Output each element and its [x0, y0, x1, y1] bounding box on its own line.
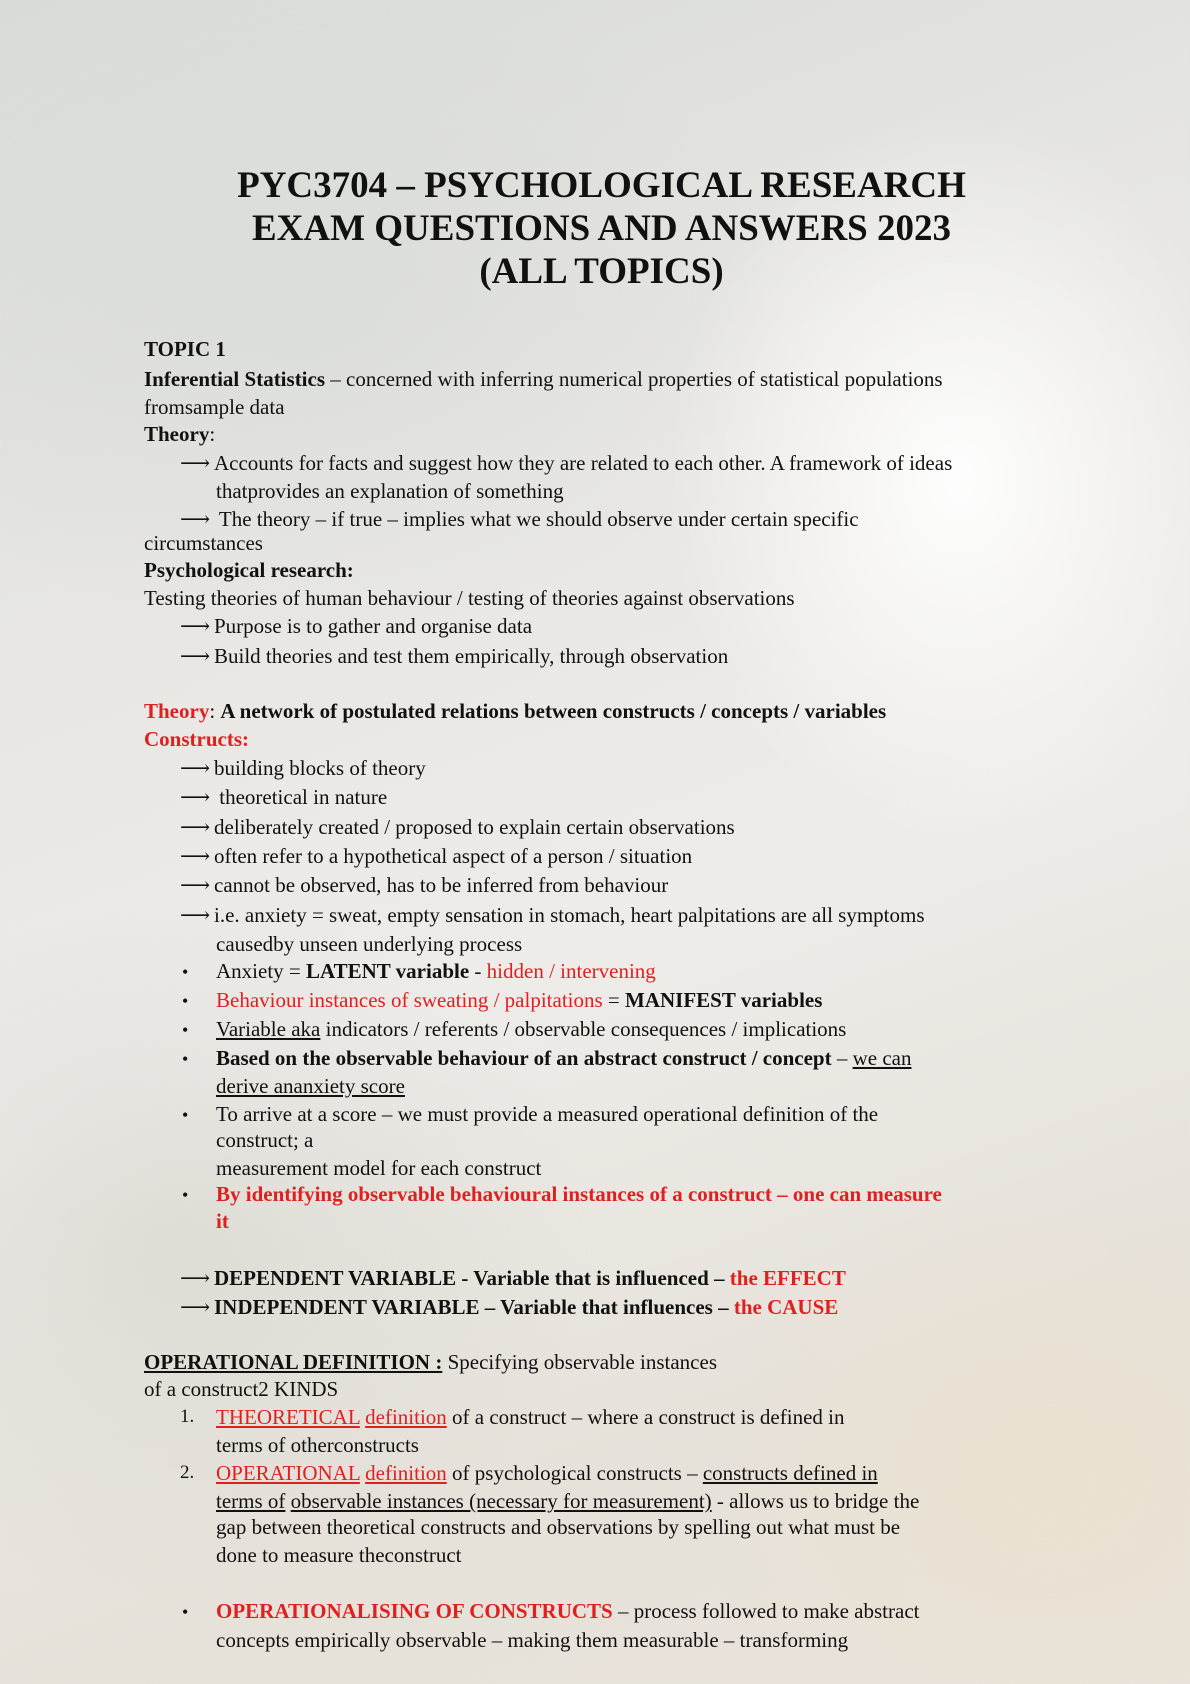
bullet-icon: •	[182, 991, 189, 1011]
bullet-score-l3: measurement model for each construct	[216, 1156, 542, 1180]
operational-definition-line-2: of a construct2 KINDS	[144, 1377, 339, 1401]
arrow-icon: ⟶	[180, 756, 211, 780]
psych-research-arrow-1	[180, 613, 532, 639]
theory-heading-line	[144, 421, 215, 447]
bullet-manifest-a: Behaviour instances of sweating / palpitations	[216, 988, 603, 1012]
theoretical-label: THEORETICAL	[216, 1405, 360, 1429]
bullet-score-l2: construct; a	[216, 1128, 314, 1152]
arrow-icon: ⟶	[180, 1295, 211, 1319]
theoretical-definition-cont: terms of otherconstructs	[216, 1433, 419, 1457]
psych-research-arrow-2-text: Build theories and test them empirically, through observation	[214, 644, 729, 668]
operational-definition-heading: OPERATIONAL DEFINITION :	[144, 1350, 443, 1374]
bullet-score-l1: To arrive at a score – we must provide a measured operational definition of the	[216, 1102, 879, 1126]
bullet-latent-d: hidden / intervening	[486, 959, 656, 983]
bullet-identify-l1: By identifying observable behavioural instances of a construct – one can measure	[216, 1182, 942, 1206]
bullet-icon: •	[182, 1020, 189, 1040]
independent-variable-cause: the CAUSE	[733, 1295, 839, 1319]
bullet-identify-l2: it	[216, 1209, 229, 1233]
operationalising-line-1	[216, 1598, 919, 1624]
list-number-1: 1.	[180, 1406, 195, 1427]
bullet-observable-a: Based on the observable behaviour of an abstract construct / concept	[216, 1046, 832, 1070]
independent-variable-text: INDEPENDENT VARIABLE – Variable that influences –	[214, 1295, 734, 1319]
operational-definition-line-1	[144, 1349, 717, 1375]
list-number-2: 2.	[180, 1462, 195, 1483]
constructs-arrow-5	[180, 872, 668, 898]
constructs-arrow-4-text: often refer to a hypothetical aspect of a person / situation	[214, 844, 693, 868]
bullet-manifest	[216, 987, 822, 1013]
constructs-arrow-2-text: theoretical in nature	[214, 785, 388, 809]
operational-text: of psychological constructs –	[446, 1461, 703, 1485]
bullet-variable-aka-b: indicators / referents / observable consequences / implications	[320, 1017, 847, 1041]
theory-arrow-1-cont: thatprovides an explanation of something	[216, 479, 564, 503]
bullet-manifest-c: MANIFEST variables	[625, 988, 823, 1012]
theory-def-colon: :	[209, 699, 221, 723]
dependent-variable	[180, 1265, 846, 1291]
title-line-1: PYC3704 – PSYCHOLOGICAL RESEARCH	[237, 165, 966, 206]
bullet-icon: •	[182, 1185, 189, 1205]
theoretical-definition-word: definition	[365, 1405, 447, 1429]
arrow-icon: ⟶	[180, 451, 211, 475]
constructs-example-cont: causedby unseen underlying process	[216, 932, 523, 956]
bullet-observable-cont: derive ananxiety score	[216, 1074, 405, 1098]
inferential-line-2: fromsample data	[144, 395, 285, 419]
title-line-3: (ALL TOPICS)	[479, 251, 724, 292]
bullet-variable-aka	[216, 1016, 846, 1042]
constructs-arrow-4	[180, 843, 692, 869]
dependent-variable-text: DEPENDENT VARIABLE - Variable that is influenced –	[214, 1266, 730, 1290]
theory-arrow-2-cont: circumstances	[144, 531, 263, 555]
operational-def-item	[216, 1460, 878, 1486]
constructs-heading: Constructs:	[144, 727, 249, 751]
independent-variable	[180, 1294, 838, 1320]
operational-def-item-l2	[216, 1488, 919, 1514]
psych-research-arrow-1-text: Purpose is to gather and organise data	[214, 614, 533, 638]
bullet-observable-b: –	[831, 1046, 853, 1070]
theory-arrow-1-text: Accounts for facts and suggest how they are related to each other. A framework of ideas	[214, 451, 953, 475]
operational-definition-text: Specifying observable instances	[442, 1350, 717, 1374]
constructs-arrow-3-text: deliberately created / proposed to explain certain observations	[214, 815, 735, 839]
theory-label: Theory	[144, 699, 210, 723]
bullet-icon: •	[182, 962, 189, 982]
bullet-latent	[216, 958, 656, 984]
theory-definition	[144, 698, 886, 724]
constructs-example-text: i.e. anxiety = sweat, empty sensation in stomach, heart palpitations are all symptoms	[214, 903, 925, 927]
arrow-icon: ⟶	[180, 644, 211, 668]
theory-def-text: A network of postulated relations between constructs / concepts / variables	[220, 699, 887, 723]
operationalising-line-2: concepts empirically observable – making them measurable – transforming	[216, 1628, 849, 1652]
arrow-icon: ⟶	[180, 844, 211, 868]
theory-arrow-2-text: The theory – if true – implies what we should observe under certain specific	[214, 507, 859, 531]
operational-l2-d: - allows us to bridge the	[711, 1489, 920, 1513]
operationalising-heading: OPERATIONALISING OF CONSTRUCTS	[216, 1599, 613, 1623]
bullet-latent-a: Anxiety =	[216, 959, 306, 983]
arrow-icon: ⟶	[180, 614, 211, 638]
arrow-icon: ⟶	[180, 873, 211, 897]
theoretical-text: of a construct – where a construct is defined in	[446, 1405, 845, 1429]
operational-def-item-l4: done to measure theconstruct	[216, 1543, 462, 1567]
inferential-line-1	[144, 366, 943, 392]
bullet-icon: •	[182, 1602, 189, 1622]
operational-def-item-l3: gap between theoretical constructs and observations by spelling out what must be	[216, 1515, 901, 1539]
psych-research-desc: Testing theories of human behaviour / testing of theories against observations	[144, 586, 795, 610]
operational-label: OPERATIONAL	[216, 1461, 360, 1485]
operational-definition-word: definition	[365, 1461, 447, 1485]
bullet-observable	[216, 1045, 911, 1071]
theory-arrow-1	[180, 450, 952, 476]
bullet-icon: •	[182, 1105, 189, 1125]
arrow-icon: ⟶	[180, 507, 211, 531]
theory-arrow-2	[180, 506, 859, 532]
operational-l2-c: observable instances (necessary for measurement)	[290, 1489, 712, 1513]
arrow-icon: ⟶	[180, 785, 211, 809]
psych-research-heading: Psychological research:	[144, 558, 354, 582]
bullet-manifest-b: =	[602, 988, 626, 1012]
constructs-arrow-2	[180, 784, 387, 810]
bullet-latent-c: -	[469, 959, 487, 983]
inferential-term: Inferential Statistics	[144, 367, 326, 391]
topic-heading: TOPIC 1	[144, 337, 226, 361]
operational-l2-a: terms of	[216, 1489, 286, 1513]
constructs-example	[180, 902, 925, 928]
constructs-arrow-5-text: cannot be observed, has to be inferred from behaviour	[214, 873, 669, 897]
title-line-2: EXAM QUESTIONS AND ANSWERS 2023	[251, 208, 952, 249]
operational-underlined: constructs defined in	[702, 1461, 878, 1485]
bullet-variable-aka-a: Variable aka	[216, 1017, 321, 1041]
bullet-latent-b: LATENT variable	[306, 959, 470, 983]
arrow-icon: ⟶	[180, 1266, 211, 1290]
constructs-arrow-3	[180, 814, 735, 840]
bullet-icon: •	[182, 1049, 189, 1069]
psych-research-arrow-2	[180, 643, 728, 669]
theory-heading: Theory	[144, 422, 210, 446]
theory-colon: :	[209, 422, 216, 446]
operationalising-text: – process followed to make abstract	[612, 1599, 920, 1623]
arrow-icon: ⟶	[180, 815, 211, 839]
document-title	[0, 164, 1190, 293]
dependent-variable-effect: the EFFECT	[729, 1266, 846, 1290]
bullet-observable-c: we can	[852, 1046, 912, 1070]
constructs-arrow-1	[180, 755, 426, 781]
inferential-def: – concerned with inferring numerical properties of statistical populations	[325, 367, 943, 391]
theoretical-definition	[216, 1404, 844, 1430]
constructs-arrow-1-text: building blocks of theory	[214, 756, 426, 780]
arrow-icon: ⟶	[180, 903, 211, 927]
